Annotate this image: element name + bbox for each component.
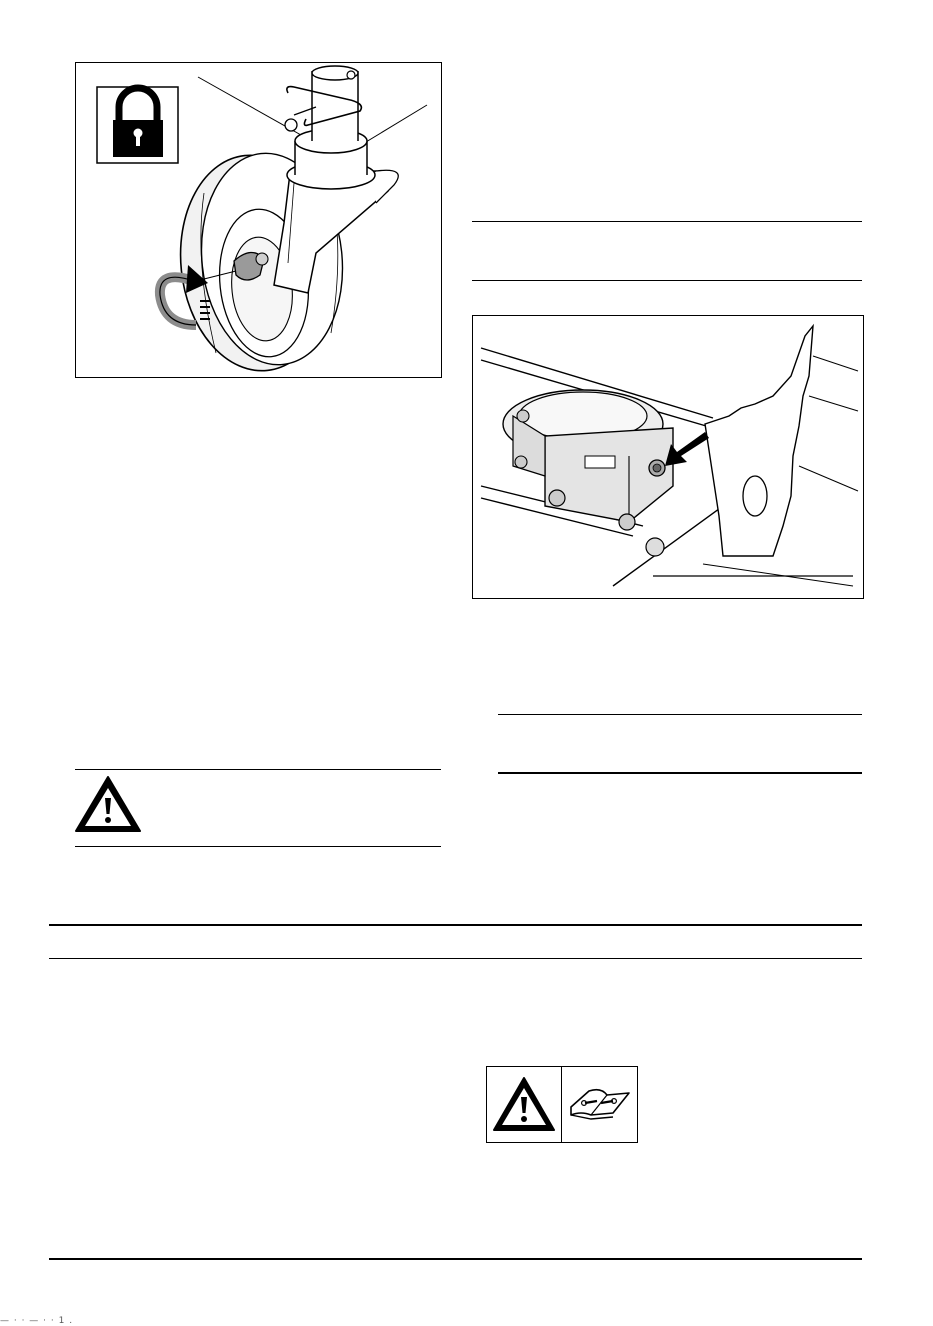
divider-top-right-2 [472, 280, 862, 281]
section-rule-bottom [49, 958, 862, 959]
gearbox-illustration [473, 316, 862, 597]
footer-fragment: — · · — · · 1 . [0, 1316, 74, 1326]
warning-manual-symbols [486, 1066, 638, 1143]
service-manual-icon [567, 1085, 633, 1125]
section-rule-top [49, 924, 862, 926]
gearbox-housing [503, 390, 673, 556]
gearbox-figure [472, 315, 864, 599]
page-bottom-rule [49, 1258, 862, 1260]
warning-bottom-rule [75, 846, 441, 847]
caster-spindle [285, 66, 375, 189]
warning-top-rule [75, 769, 441, 770]
divider-mid-right-1 [498, 714, 862, 715]
caster-wheel-figure [75, 62, 442, 378]
warning-triangle-icon [73, 774, 143, 834]
divider-mid-right-2 [498, 772, 862, 774]
symbol-divider [561, 1067, 562, 1142]
padlock-icon [97, 87, 178, 163]
divider-top-right-1 [472, 221, 862, 222]
caster-wheel-illustration [76, 63, 440, 376]
warning-triangle-icon [491, 1075, 557, 1133]
